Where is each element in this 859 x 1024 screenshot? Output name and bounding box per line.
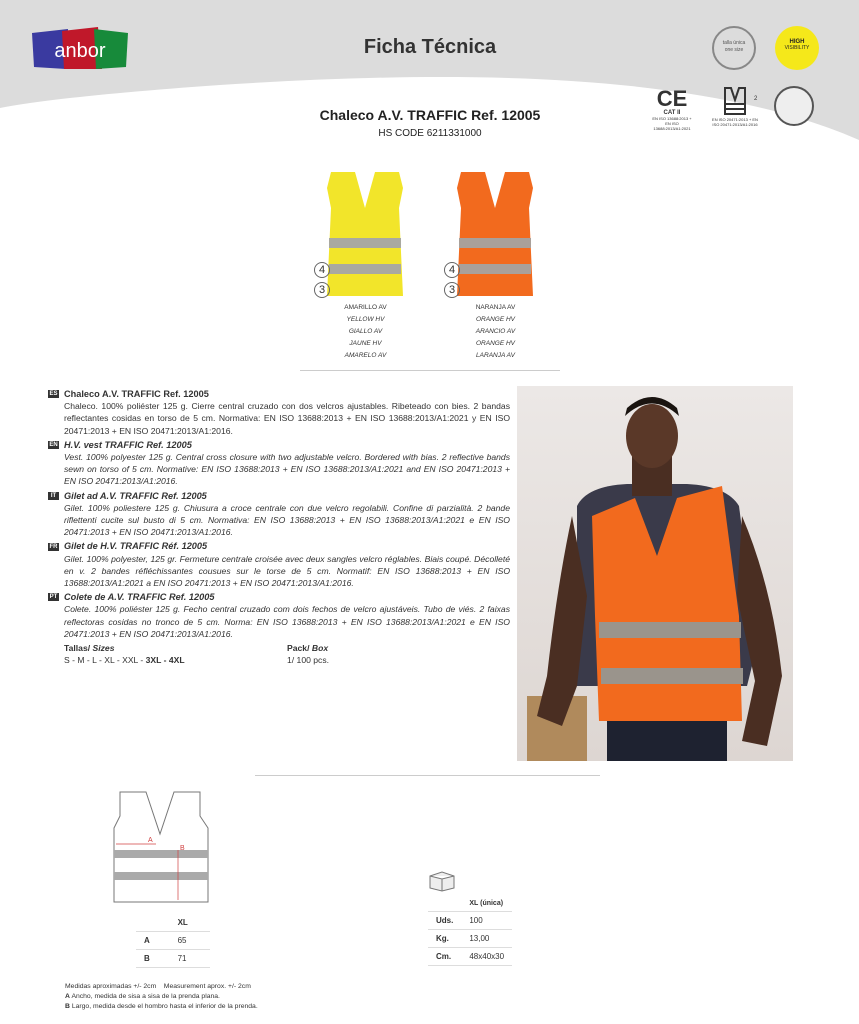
- note-a: Ancho, medida de sisa a sisa de la prenda plana.: [71, 993, 220, 1000]
- sizes-pack-values: [48, 654, 510, 666]
- color-label: GIALLO AV: [348, 328, 383, 335]
- hv-badge-line2: VISIBILITY: [784, 45, 810, 51]
- hv-class-mark: [710, 86, 760, 127]
- description-body: Chaleco. 100% poliéster 125 g. Cierre central cruzado con dos velcros ajustables. Ribeteado con bies. 2 bandas reflectantes cosidas en torso de 5 cm. Normativa: EN ISO 13688:2013 + EN ISO 13688:2013/A1:2021 y EN ISO 20471:2013 + EN ISO 20471:2013/A1:2016.: [64, 401, 510, 436]
- descriptions: [48, 386, 510, 666]
- measurements-table: [136, 914, 210, 968]
- anbor-logo: [32, 27, 132, 71]
- description-body: Gilet. 100% polyester, 125 gr. Fermeture centrale croisée avec deux sangles velcro réglables. Biais coupé. Décolleté en v. 2 bandes réfléchissantes cousues sur le torse de 5 cm. Normatif: EN ISO 13688:2013 + EN ISO 13688:2013/A1:2021 a EN ISO 20471:2013 + EN ISO 20471:2013/A1:2016.: [64, 553, 510, 589]
- diagram-label-a: A: [148, 837, 153, 844]
- pack-label-en: Box: [311, 643, 329, 654]
- description-title: Gilet de H.V. TRAFFIC Réf. 12005: [64, 541, 208, 552]
- vest-measurement-diagram: [108, 788, 218, 906]
- sizes-regular: S - M - L - XL - XXL -: [64, 655, 146, 666]
- one-size-badge: [712, 26, 756, 70]
- size-badge-en: one size: [724, 47, 744, 53]
- color-label: AMARILLO AV: [344, 304, 387, 311]
- certification-seal-icon: [774, 86, 814, 126]
- measure-value: 71: [170, 950, 210, 968]
- box-value: 48x40x30: [461, 948, 512, 966]
- ce-norm: EN ISO 13688:2013 + EN ISO 13688:2013/A1:2021: [652, 116, 692, 131]
- hv-norm: EN ISO 20471:2013 + EN ISO 20471:2013/A1:2016: [712, 117, 758, 127]
- box-header: XL (única): [461, 896, 512, 912]
- variant-color-labels: [318, 302, 413, 362]
- flag-icon: ES: [49, 391, 58, 398]
- note-key-b: B: [65, 1003, 70, 1010]
- rating-bottom: 3: [444, 282, 460, 298]
- sizes-label-en: Sizes: [92, 643, 115, 654]
- box-table: [428, 896, 512, 966]
- box-key: Uds.: [428, 912, 461, 930]
- box-value: 100: [461, 912, 512, 930]
- measure-value: 65: [170, 932, 210, 950]
- description-it: [48, 490, 510, 539]
- size-badge-es: talla única: [722, 40, 746, 46]
- sizes-extended: 3XL - 4XL: [145, 655, 185, 666]
- page-title: Ficha Técnica: [363, 36, 497, 58]
- color-label: AMARELO AV: [344, 352, 387, 359]
- hv-badge-line1: HIGH: [789, 39, 805, 45]
- box-key: Kg.: [428, 930, 461, 948]
- sizes-label: Tallas/: [64, 643, 91, 654]
- vest-pictogram-icon: [721, 86, 749, 116]
- model-photo: [517, 386, 793, 761]
- measurement-note: Medidas aproximadas +/- 2cm Measurement aprox. +/- 2cm: [65, 983, 251, 990]
- measure-header: XL: [170, 914, 210, 932]
- product-title: Chaleco A.V. TRAFFIC Ref. 12005: [319, 107, 541, 123]
- description-body: Vest. 100% polyester 125 g. Central cross closure with two adjustable velcro. Bordered with bias. 2 reflective bands sewn on torso of 5 cm. Normative: EN ISO 13688:2013 + EN ISO 13688:2013/A1:2021 and EN ISO 20471:2013 + EN ISO 20471:2013/A1:2016.: [64, 452, 510, 487]
- divider: [255, 775, 600, 776]
- color-label: JAUNE HV: [349, 340, 382, 347]
- description-fr: [48, 540, 510, 589]
- diagram-label-b: B: [180, 845, 185, 852]
- box-value: 13,00: [461, 930, 512, 948]
- divider: [300, 370, 560, 371]
- high-visibility-badge: [775, 26, 819, 70]
- color-label: LARANJA AV: [476, 352, 515, 359]
- ce-category: CAT II: [663, 110, 681, 116]
- measurement-notes: [65, 982, 258, 1012]
- sizes-pack-labels: [48, 642, 510, 654]
- hs-code: HS CODE 6211331000: [378, 128, 482, 139]
- measure-key: B: [136, 950, 170, 968]
- rating-top: 4: [444, 262, 460, 278]
- measure-key: A: [136, 932, 170, 950]
- box-icon: [428, 868, 456, 892]
- color-label: YELLOW HV: [346, 316, 385, 323]
- description-title: Colete de A.V. TRAFFIC Ref. 12005: [64, 592, 215, 603]
- note-key-a: A: [65, 993, 70, 1000]
- variant-color-labels: [448, 302, 543, 362]
- description-es: [48, 388, 510, 437]
- flag-icon: EN: [49, 441, 58, 448]
- orange-vest-image: [455, 168, 535, 298]
- color-label: ORANGE HV: [475, 316, 515, 323]
- description-pt: [48, 591, 510, 640]
- description-body: Gilet. 100% poliestere 125 g. Chiusura a croce centrale con due velcro regolabili. Confine di parzialità. 2 bande riflettenti cucite sul busto di 5 cm. Normativa: EN ISO 13688:2013 + EN ISO 13688:2013/A1:2021 e EN ISO 20471:2013 + EN ISO 20471:2013/A1:2016.: [64, 502, 510, 538]
- flag-icon: IT: [48, 492, 59, 500]
- description-title: Gilet ad A.V. TRAFFIC Ref. 12005: [64, 490, 207, 501]
- svg-text:anbor: anbor: [54, 40, 106, 62]
- model-wearing-vest-image: [517, 386, 793, 761]
- color-label: ARANCIO AV: [475, 328, 516, 335]
- rating-bottom: 3: [314, 282, 330, 298]
- pack-value: 1/ 100 pcs.: [287, 655, 330, 666]
- description-en: [48, 439, 510, 488]
- description-body: Colete. 100% poliéster 125 g. Fecho central cruzado com dois fechos de velcro ajustáveis. Tubo de viés. 2 faixas reflectoras cosidas no tronco de 5 cm. Norma: EN ISO 13688:2013 + EN ISO 13688:2013/A1:2021 e EN ISO 20471:2013 + EN ISO 20471:2013/A1:2016.: [64, 604, 510, 639]
- rating-top: 4: [314, 262, 330, 278]
- yellow-vest-image: [325, 168, 405, 298]
- flag-icon: FR: [49, 543, 58, 550]
- flag-icon: PT: [49, 594, 58, 601]
- description-title: H.V. vest TRAFFIC Ref. 12005: [64, 439, 192, 450]
- color-label: ORANGE HV: [475, 340, 515, 347]
- box-key: Cm.: [428, 948, 461, 966]
- hv-class-number: 2: [754, 96, 758, 102]
- ce-mark: CE CAT II EN ISO 13688:2013 + EN ISO 13688:2013/A1:2021: [652, 86, 692, 131]
- color-label: NARANJA AV: [475, 304, 516, 311]
- description-title: Chaleco A.V. TRAFFIC Ref. 12005: [64, 389, 209, 399]
- pack-label: Pack/: [287, 643, 310, 654]
- note-b: Largo, medida desde el hombro hasta el inferior de la prenda.: [71, 1003, 258, 1010]
